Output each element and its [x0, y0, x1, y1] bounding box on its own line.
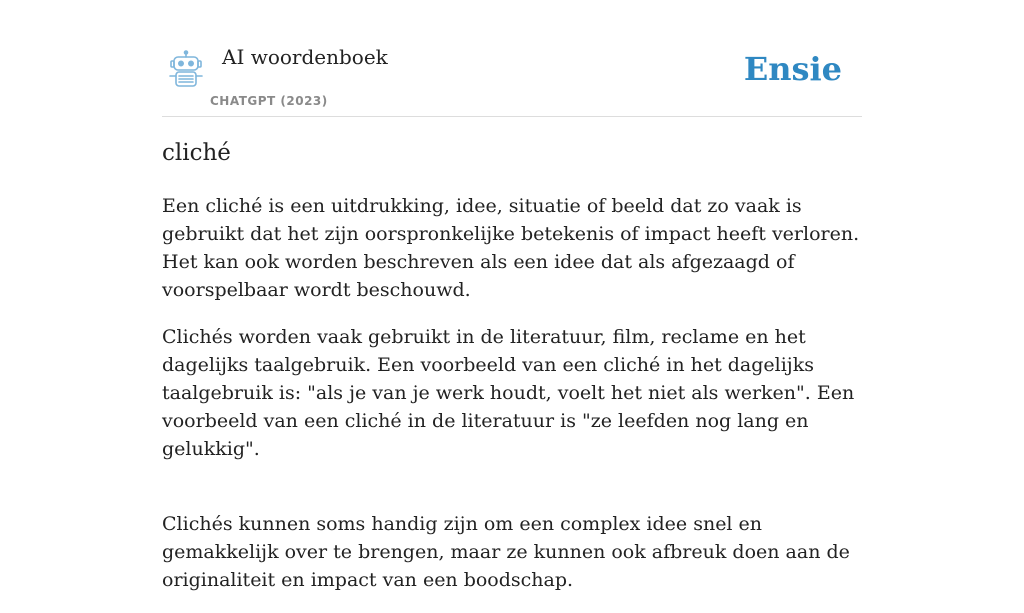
entry-term: cliché: [162, 140, 231, 166]
definition-paragraph: Een cliché is een uitdrukking, idee, situatie of beeld dat zo vaak is gebruikt dat het zijn oorspronkelijke betekenis of impact heeft verloren. Het kan ook worden beschreven als een idee dat als afgezaagd of voorspelbaar wordt beschouwd.: [162, 195, 860, 301]
dictionary-header: [162, 0, 862, 117]
dictionary-source: CHATGPT (2023): [210, 94, 328, 108]
entry-page: [162, 0, 862, 591]
dictionary-title[interactable]: AI woordenboek: [222, 45, 388, 69]
definition-paragraph: Clichés worden vaak gebruikt in de literatuur, film, reclame en het dagelijks taalgebruik. Een voorbeeld van een cliché in het dagelijks taalgebruik is: "als je van je werk houdt, voelt het niet als werken". Een voorbeeld van een cliché in de literatuur is "ze leefden nog lang en gelukkig".: [162, 326, 855, 460]
ensie-logo[interactable]: Ensie: [743, 50, 842, 88]
definition-paragraph: Clichés kunnen soms handig zijn om een complex idee snel en gemakkelijk over te brengen, maar ze kunnen ook afbreuk doen aan de originaliteit en impact van een boodschap.: [162, 513, 850, 591]
entry-definition: [162, 192, 862, 613]
robot-icon: [166, 50, 206, 90]
